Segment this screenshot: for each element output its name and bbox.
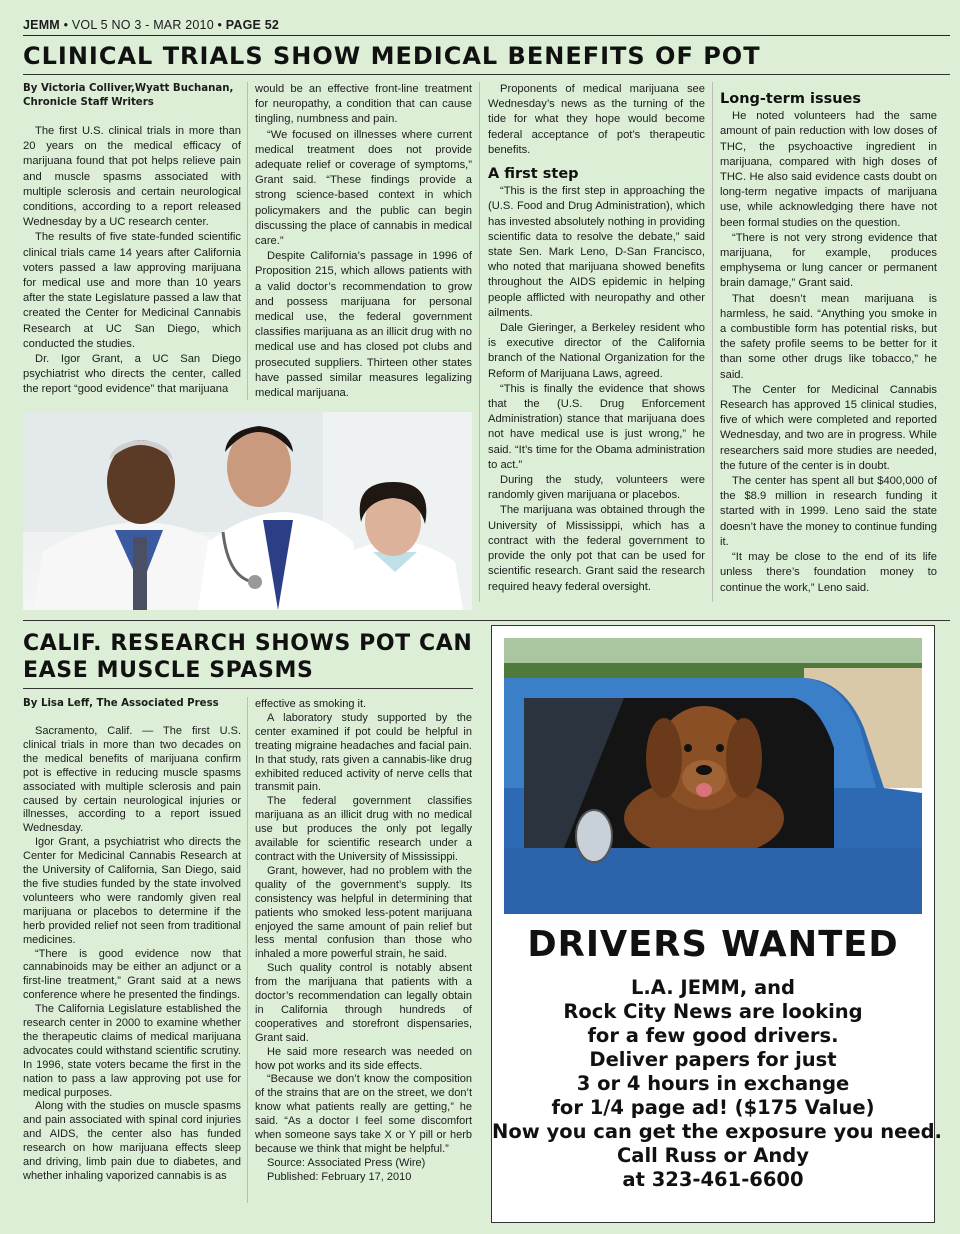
ad-line: for 1/4 page ad! ($175 Value)	[551, 1096, 875, 1119]
article2-headline-line2: EASE MUSCLE SPASMS	[23, 658, 314, 683]
column-divider	[479, 82, 480, 602]
subhead-first-step: A first step	[488, 166, 579, 183]
article2-column-1	[23, 697, 241, 1184]
paragraph: Such quality control is notably absent from the marijuana that patients with a doctor’s recommendation can legally obtain in California through hundreds of cooperatives and storefront dispensaries, Grant said.	[255, 962, 472, 1044]
section-rule	[23, 620, 950, 621]
paragraph: Sacramento, Calif. — The first U.S. clinical trials in more than two decades on the medical benefits of marijuana confirm pot is effective in reducing muscle spasms associated with multiple sclerosis and pain caused by certain neurological injuries or illnesses, according to a report issued Wednesday.	[23, 725, 241, 835]
paragraph: effective as smoking it.	[255, 698, 367, 710]
article1-byline: By Victoria Colliver,Wyatt Buchanan, Chronicle Staff Writers	[23, 83, 234, 108]
paragraph: A laboratory study supported by the center examined if pot could be helpful in treating migraine headaches and facial pain. In that study, rats given a cannabis-like drug exhibited reduced activity of nerve cells that transmit pain.	[255, 711, 472, 794]
doctors-photo	[23, 412, 472, 610]
paragraph: The results of five state-funded scientific clinical trials came 14 years after California voters passed a law approving marijuana for medical use and more than 10 years after the state Legislature passed a law that created the Center for Medicinal Cannabis Research at UC San Diego, which conducted the studies.	[23, 231, 241, 350]
article1-column-3	[488, 82, 705, 595]
masthead-issue: VOL 5 NO 3 - MAR 2010	[71, 18, 214, 32]
paragraph: The center has spent all but $400,000 of the $8.9 million in research funding it started with in 1999. Leno said the state doesn’t have the money to continue funding it.	[720, 475, 937, 548]
article1-column-2	[255, 82, 472, 401]
masthead-name: JEMM	[23, 18, 60, 32]
published-line: Published: February 17, 2010	[267, 1170, 412, 1183]
paragraph: The first U.S. clinical trials in more than 20 years on the medical efficacy of marijuana found that pot helps relieve pain and muscle spasms associated with multiple sclerosis and certain neurological conditions, according to a report released Wednesday by a UC research center.	[23, 125, 241, 229]
paragraph: “There is good evidence now that cannabinoids may be either an adjunct or a first-line treatment,” Grant said at a news conference where he presented the findings.	[23, 947, 241, 1002]
column-divider	[247, 697, 248, 1203]
article2-headline	[23, 630, 483, 684]
paragraph: Along with the studies on muscle spasms and pain associated with spinal cord injuries and AIDS, the center also has funded research on how marijuana effects sleep and driving, limb pain due to diabetes, and whether inhaling vaporized cannabis is as	[23, 1100, 241, 1182]
ad-line: 3 or 4 hours in exchange	[576, 1072, 850, 1095]
ad-line: for a few good drivers.	[587, 1024, 839, 1047]
ad-line: Deliver papers for just	[589, 1048, 837, 1071]
ad-line: Rock City News are looking	[563, 1000, 863, 1023]
paragraph: He said more research was needed on how pot works and its side effects.	[255, 1045, 472, 1072]
paragraph: Despite California’s passage in 1996 of Proposition 215, which allows patients with a valid doctor’s recommendation to grow and possess marijuana for personal medical use, the federal government classifies marijuana as an illicit drug with no medical use and has closed pot clubs and prosecuted suppliers. Thirteen other states have passed similar measures legalizing medical marijuana.	[255, 250, 472, 400]
paragraph: Dale Gieringer, a Berkeley resident who is executive director of the California branch of the National Organization for the Reform of Marijuana Laws, agreed.	[488, 322, 705, 380]
subhead-long-term-issues: Long-term issues	[720, 91, 862, 107]
paragraph: “There is not very strong evidence that marijuana, for example, produces emphysema or lung cancer or permanent brain damage,” Grant said.	[720, 231, 937, 290]
paragraph: would be an effective front-line treatment for neuropathy, a condition that can cause tingling, numbness and pain.	[255, 83, 472, 126]
paragraph: The marijuana was obtained through the University of Mississippi, which has a contract with the federal government to provide the only pot that can be used for scientific research. Grant said the research required heavy federal oversight.	[488, 504, 705, 593]
paragraph: “This is finally the evidence that shows that the (U.S. Drug Enforcement Administration) stance that marijuana does not have medical use is just wrong,” he said. “It’s time for the Obama administration to act.”	[488, 382, 705, 471]
ad-line: Call Russ or Andy	[617, 1144, 809, 1167]
paragraph: Grant, however, had no problem with the quality of the government’s supply. Its consistency was helpful in determining that patients who smoked less-potent marijuana enjoyed the same amount of pain relief but less mental confusion than those who inhaled a more powerful strain, he said.	[255, 864, 472, 961]
column-divider	[247, 82, 248, 400]
masthead: JEMM • VOL 5 NO 3 - MAR 2010 • PAGE 52	[23, 18, 950, 36]
doctors-photo-illustration	[23, 412, 472, 610]
column-divider	[712, 82, 713, 602]
paragraph: The California Legislature established the research center in 2000 to examine whether the therapeutic claims of medical marijuana advocates could withstand scientific scrutiny. In 1996, state voters became the first in the nation to pass a law approving pot use for medical purposes.	[23, 1003, 241, 1099]
paragraph: The federal government classifies marijuana as an illicit drug with no medical use but produces the only pot legally available for scientific research under a contract with the University of Mississippi.	[255, 795, 472, 863]
paragraph: The Center for Medicinal Cannabis Research has approved 15 clinical studies, five of which were completed and reported Wednesday, and two are in progress. While researchers said more studies are needed, the future of the center is in doubt.	[720, 383, 937, 472]
paragraph: Proponents of medical marijuana see Wednesday’s news as the turning of the tide for what they hope would become federal acceptance of pot’s therapeutic benefits.	[488, 83, 705, 156]
paragraph: That doesn’t mean marijuana is harmless, he said. “Anything you smoke in a combustible form has potential risks, but the safety profile seems to be better for it than some other drugs like tobacco,” he said.	[720, 292, 937, 381]
paragraph: Igor Grant, a psychiatrist who directs the Center for Medicinal Cannabis Research at the University of California, San Diego, said the five studies funded by the state involved volunteers who were randomly given real marijuana or placebos to determine if the herb provided relief not seen from traditional medicines.	[23, 836, 241, 946]
source-line: Source: Associated Press (Wire)	[267, 1156, 426, 1169]
article2-headline-line1: CALIF. RESEARCH SHOWS POT CAN	[23, 631, 473, 656]
article1-column-1	[23, 82, 241, 398]
paragraph: He noted volunteers had the same amount of pain reduction with low doses of THC, the psychoactive ingredient in marijuana, compared with high doses of THC. He also said evidence casts doubt on long-term negative impacts of marijuana use, while acknowledging there have not been formal studies on the question.	[720, 110, 937, 229]
paragraph: Dr. Igor Grant, a UC San Diego psychiatrist who directs the center, called the report “good evidence” that marijuana	[23, 353, 241, 396]
article1-column-4	[720, 86, 937, 596]
paragraph: During the study, volunteers were randomly given marijuana or placebos.	[488, 474, 705, 502]
paragraph: “We focused on illnesses where current medical treatment does not provide adequate relief or coverage of symptoms,” Grant said. “These findings provide a strong science-based context in which policymakers and the public can begin discussing the place of cannabis in medical care.”	[255, 128, 472, 248]
masthead-page: PAGE 52	[225, 18, 280, 32]
ad-body	[492, 976, 942, 1192]
drivers-wanted-ad	[491, 625, 942, 1223]
paragraph: “Because we don’t know the composition of the strains that are on the street, we don’t know what patients really are getting,” he said. “As a doctor I feel some discomfort when someone says take X or Y pill or herb because we think that might be helpful.”	[255, 1073, 472, 1155]
paragraph: “This is the first step in approaching the (U.S. Food and Drug Administration), which has invested absolutely nothing in providing scientific data to resolve the debate,” said state Sen. Mark Leno, D-San Francisco, who noted that marijuana showed benefits throughout the AIDS epidemic in helping people afflicted with neuropathy and other ailments.	[488, 185, 705, 319]
article2-rule	[23, 688, 473, 689]
article2-column-2	[255, 698, 472, 1185]
ad-line: L.A. JEMM, and	[630, 976, 796, 999]
article1-headline: CLINICAL TRIALS SHOW MEDICAL BENEFITS OF POT	[23, 42, 761, 70]
article2-byline: By Lisa Leff, The Associated Press	[23, 698, 219, 709]
paragraph: “It may be close to the end of its life unless there’s foundation money to continue the work,” Leno said.	[720, 551, 937, 594]
ad-title: DRIVERS WANTED	[527, 924, 899, 965]
dog-in-truck-illustration	[504, 638, 922, 914]
ad-line: Now you can get the exposure you need.	[492, 1120, 942, 1143]
headline-rule	[23, 74, 950, 75]
dog-in-truck-photo	[504, 638, 922, 914]
ad-phone: at 323-461-6600	[622, 1168, 804, 1191]
